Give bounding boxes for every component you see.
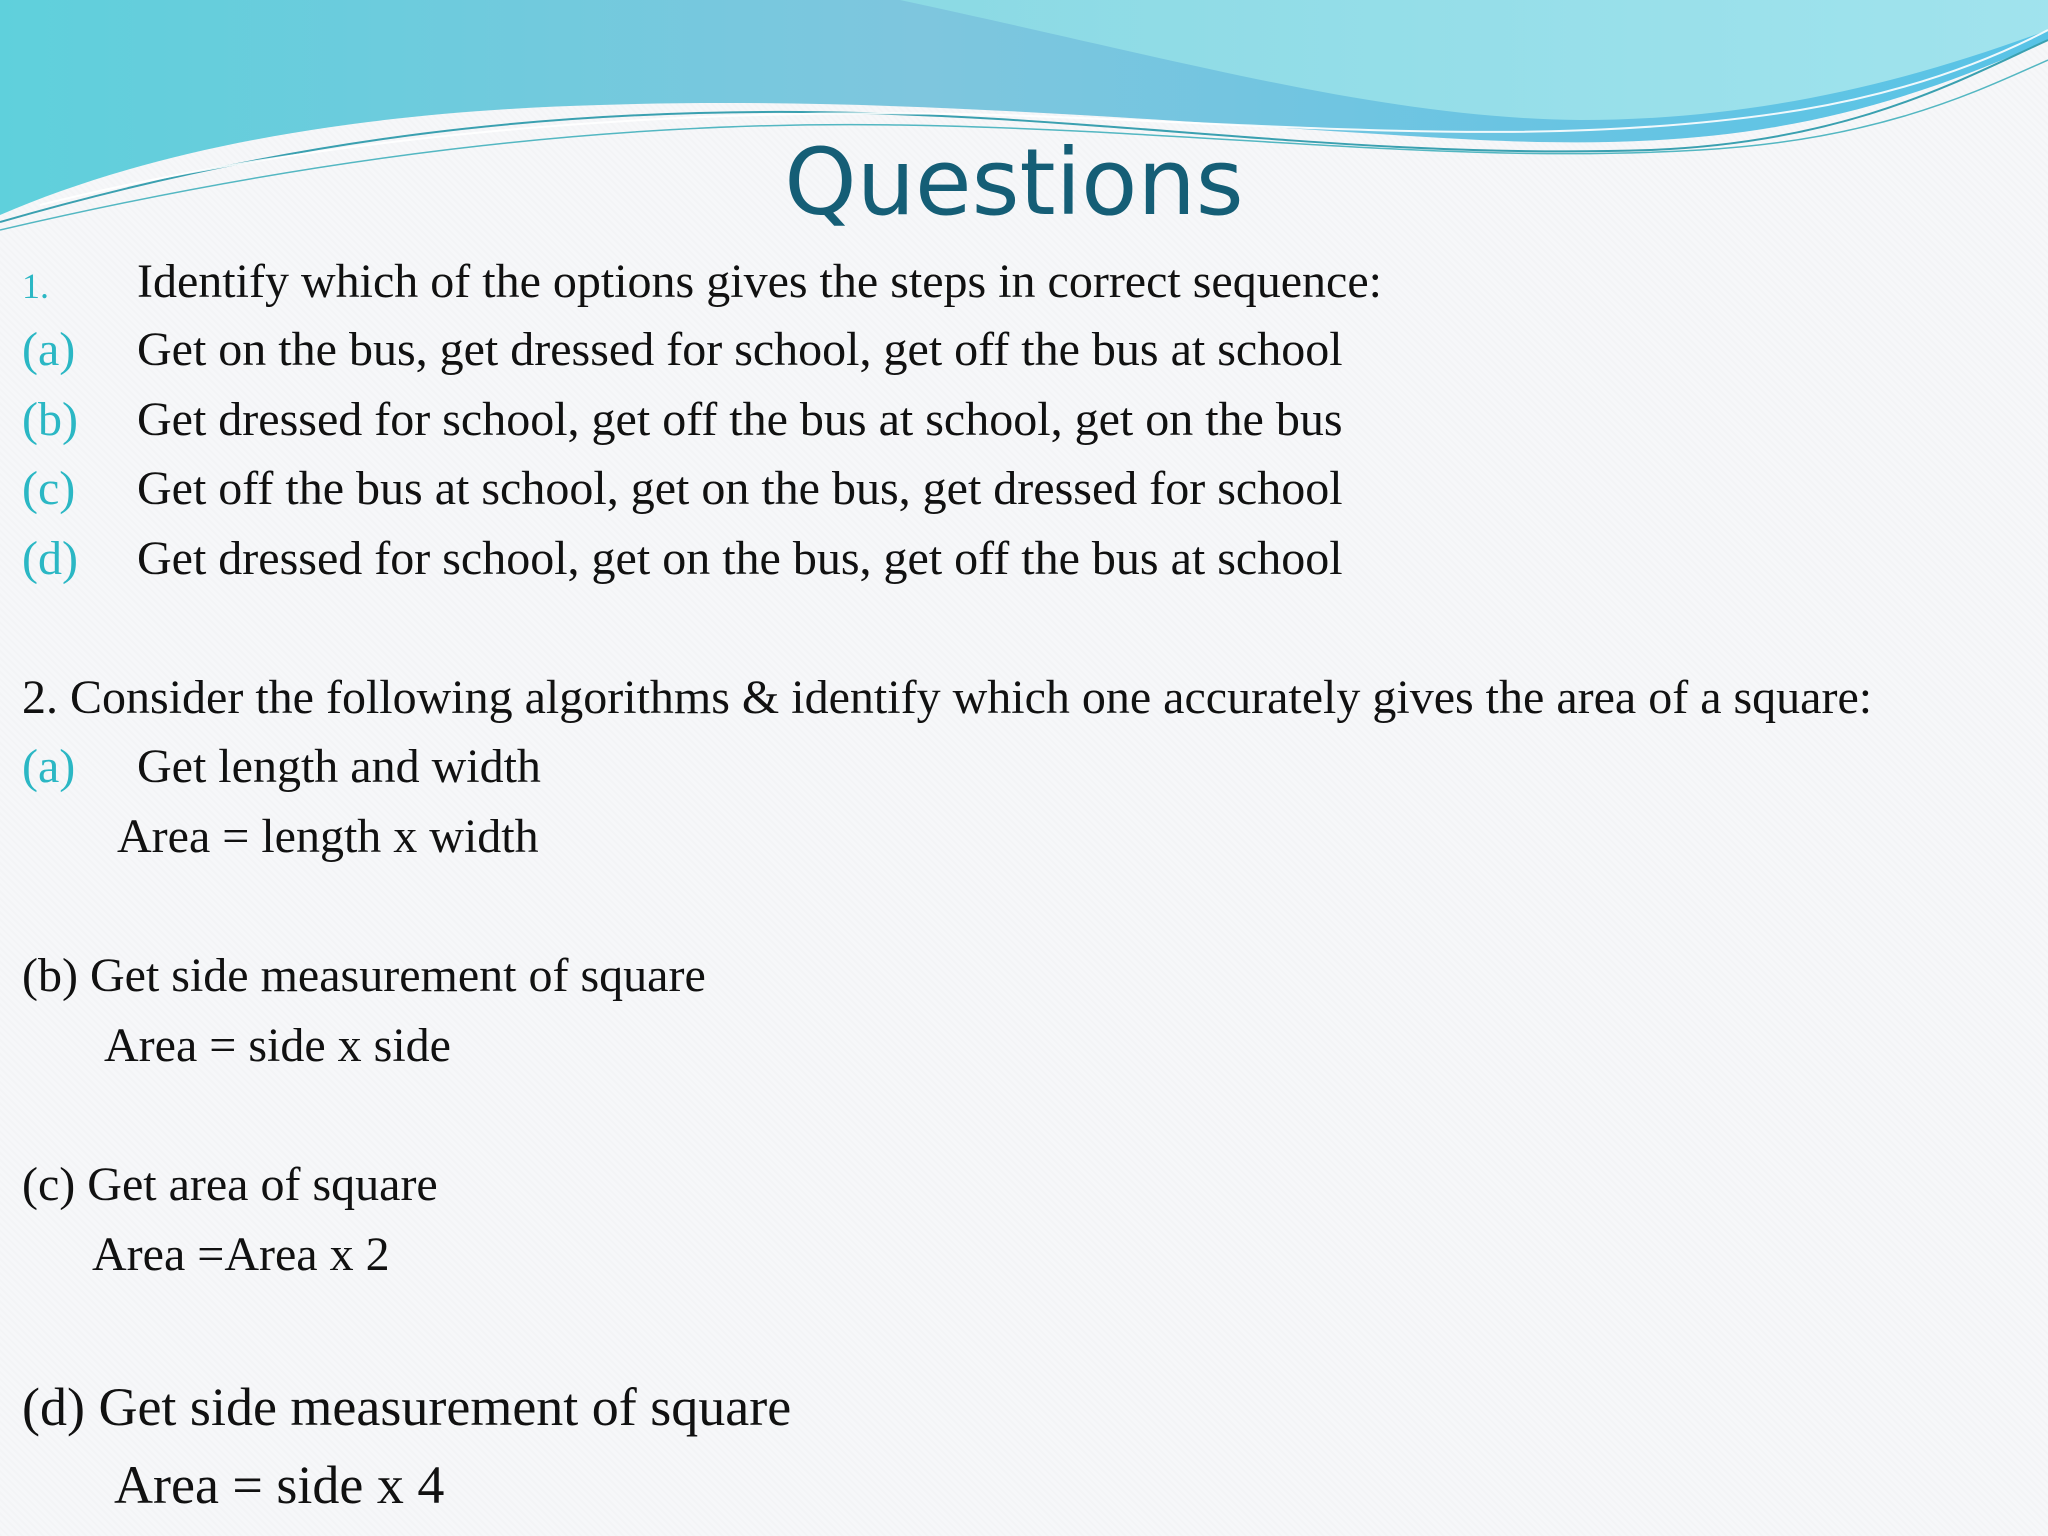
q2-option-d-formula: Area = side x 4	[114, 1455, 445, 1515]
q2-option-c-step: (c) Get area of square	[22, 1158, 438, 1211]
q1-prompt: Identify which of the options gives the steps in correct sequence:	[137, 255, 1382, 308]
q1-option-text: Get on the bus, get dressed for school, get off the bus at school	[137, 323, 1343, 376]
q1-option-label: (d)	[22, 532, 78, 585]
q2-prompt: 2. Consider the following algorithms & identify which one accurately gives the area of a square:	[22, 671, 1873, 724]
q2-option-c-formula: Area =Area x 2	[92, 1228, 390, 1281]
q1-option-text: Get off the bus at school, get on the bus, get dressed for school	[137, 462, 1343, 515]
q1-option-text: Get dressed for school, get on the bus, get off the bus at school	[137, 532, 1343, 585]
q2-option-d-step: (d) Get side measurement of square	[22, 1377, 792, 1437]
q1-number: 1.	[22, 266, 49, 306]
q2-option-b-step: (b) Get side measurement of square	[22, 949, 706, 1002]
q2-option-a-label: (a)	[22, 740, 76, 793]
q1-option-text: Get dressed for school, get off the bus at school, get on the bus	[137, 393, 1343, 446]
q1-option-label: (a)	[22, 323, 76, 376]
slide-title: Questions	[784, 129, 1244, 236]
q1-option-label: (c)	[22, 462, 76, 515]
q2-option-a-formula: Area = length x width	[117, 810, 539, 863]
q2-option-a-step: Get length and width	[137, 740, 541, 793]
q2-option-b-formula: Area = side x side	[104, 1019, 451, 1072]
q1-option-label: (b)	[22, 393, 78, 446]
